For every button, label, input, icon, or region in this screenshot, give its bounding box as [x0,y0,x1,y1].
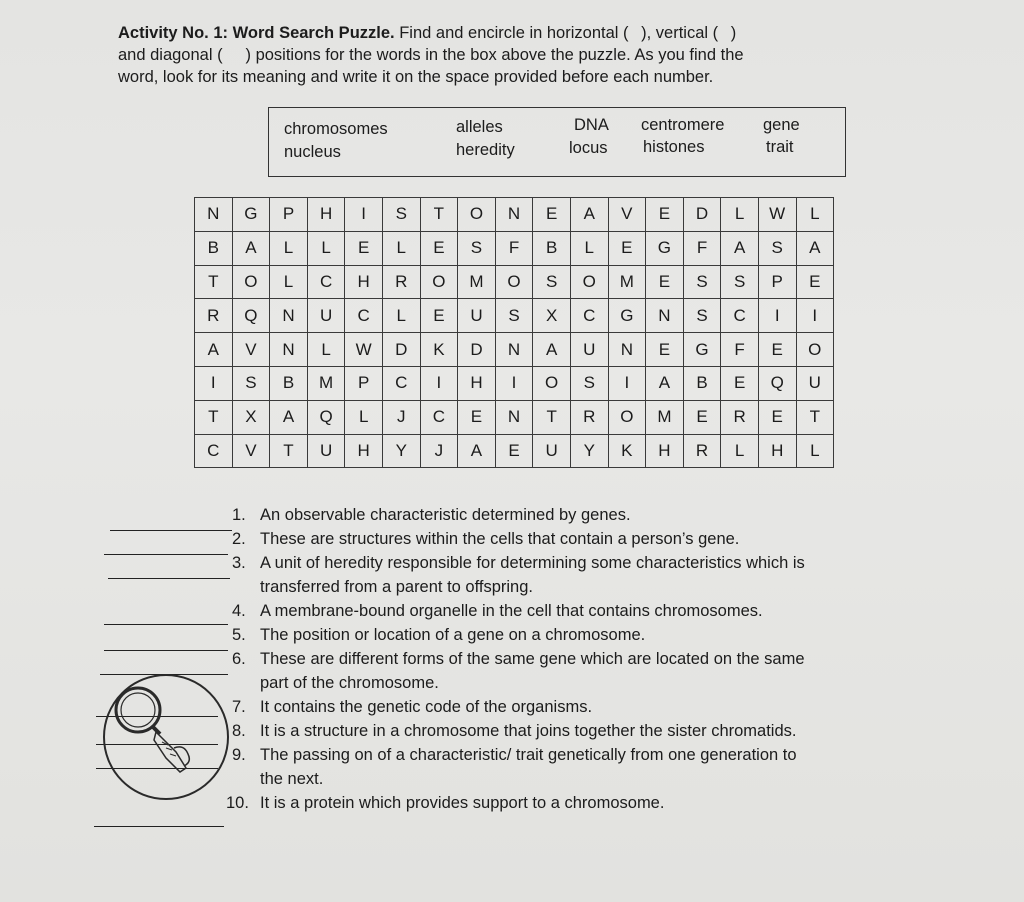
instructions-line-2: and diagonal ( ) positions for the words in the box above the puzzle. As you find the [118,46,744,64]
grid-cell[interactable]: S [458,231,496,265]
grid-cell[interactable]: I [758,299,796,333]
word-histones: histones [643,138,705,156]
grid-cell[interactable]: O [796,333,834,367]
question-text: the next. [260,770,324,788]
grid-cell[interactable]: L [796,198,834,232]
word-heredity: heredity [456,141,515,159]
grid-cell[interactable]: N [608,333,646,367]
grid-cell[interactable]: B [270,366,308,400]
question-text: The passing on of a characteristic/ trait genetically from one generation to [260,746,797,764]
grid-cell[interactable]: J [420,434,458,468]
question-number: 7. [232,698,246,716]
grid-cell[interactable]: N [270,333,308,367]
grid-cell[interactable]: H [758,434,796,468]
grid-cell[interactable]: D [458,333,496,367]
question-number: 4. [232,602,246,620]
grid-cell[interactable]: L [721,198,759,232]
question-number: 5. [232,626,246,644]
grid-cell[interactable]: K [420,333,458,367]
question-item [232,624,952,646]
grid-cell[interactable]: E [721,366,759,400]
grid-cell[interactable]: B [195,231,233,265]
grid-cell[interactable]: S [533,265,571,299]
instructions-line-3: word, look for its meaning and write it on the space provided before each number. [118,68,714,86]
grid-cell[interactable]: A [721,231,759,265]
word-trait: trait [766,138,794,156]
question-item [232,744,952,790]
grid-cell[interactable]: R [382,265,420,299]
grid-cell[interactable]: R [721,400,759,434]
answer-blank[interactable] [104,624,228,625]
grid-cell[interactable]: C [307,265,345,299]
grid-row [195,366,834,400]
question-item [232,504,952,526]
word-search-grid [194,197,834,468]
question-number: 2. [232,530,246,548]
grid-cell[interactable]: E [646,333,684,367]
question-item [232,552,952,598]
grid-cell[interactable]: C [420,400,458,434]
grid-cell[interactable]: C [382,366,420,400]
grid-cell[interactable]: S [382,198,420,232]
grid-cell[interactable]: E [420,299,458,333]
grid-cell[interactable]: I [420,366,458,400]
word-dna: DNA [574,116,609,134]
grid-cell[interactable]: I [195,366,233,400]
question-item [232,696,952,718]
word-chromosomes: chromosomes [284,120,388,138]
grid-cell[interactable]: E [495,434,533,468]
grid-cell[interactable]: S [683,299,721,333]
vertical-mark: ) [730,24,737,42]
question-text: It is a structure in a chromosome that joins together the sister chromatids. [260,722,797,740]
grid-cell[interactable]: T [420,198,458,232]
grid-cell[interactable]: G [608,299,646,333]
question-number: 6. [232,650,246,668]
grid-cell[interactable]: A [646,366,684,400]
grid-cell[interactable]: O [495,265,533,299]
grid-cell[interactable]: R [195,299,233,333]
grid-cell[interactable]: S [570,366,608,400]
grid-cell[interactable]: L [270,231,308,265]
grid-cell[interactable]: S [683,265,721,299]
grid-cell[interactable]: A [232,231,270,265]
grid-row [195,299,834,333]
grid-cell[interactable]: V [232,434,270,468]
word-box [268,107,846,177]
question-text: The position or location of a gene on a chromosome. [260,626,646,644]
word-nucleus: nucleus [284,143,341,161]
grid-cell[interactable]: E [608,231,646,265]
grid-cell[interactable]: E [533,198,571,232]
answer-blank[interactable] [108,578,230,579]
answer-blank[interactable] [104,650,228,651]
grid-cell[interactable]: J [382,400,420,434]
grid-cell[interactable]: O [608,400,646,434]
grid-cell[interactable]: O [570,265,608,299]
question-text: transferred from a parent to offspring. [260,578,533,596]
question-text: These are structures within the cells that contain a person’s gene. [260,530,740,548]
grid-cell[interactable]: T [533,400,571,434]
grid-cell[interactable]: D [683,198,721,232]
grid-cell[interactable]: S [232,366,270,400]
grid-row [195,333,834,367]
vertical-label: vertical ( [655,24,719,42]
answer-blank[interactable] [110,530,232,531]
grid-cell[interactable]: U [570,333,608,367]
grid-cell[interactable]: O [533,366,571,400]
grid-cell[interactable]: I [796,299,834,333]
grid-cell[interactable]: E [683,400,721,434]
grid-cell[interactable]: U [307,299,345,333]
word-centromere: centromere [641,116,725,134]
answer-blank[interactable] [104,554,228,555]
grid-cell[interactable]: N [495,333,533,367]
grid-cell[interactable]: K [608,434,646,468]
grid-cell[interactable]: L [570,231,608,265]
grid-cell[interactable]: O [420,265,458,299]
grid-cell[interactable]: T [270,434,308,468]
grid-cell[interactable]: S [495,299,533,333]
grid-cell[interactable]: Y [382,434,420,468]
grid-cell[interactable]: S [758,231,796,265]
grid-cell[interactable]: F [721,333,759,367]
grid-cell[interactable]: L [796,434,834,468]
grid-cell[interactable]: Y [570,434,608,468]
grid-cell[interactable]: L [721,434,759,468]
grid-cell[interactable]: L [345,400,383,434]
word-locus: locus [569,139,608,157]
grid-cell[interactable]: Q [307,400,345,434]
question-text: part of the chromosome. [260,674,439,692]
question-number: 9. [232,746,246,764]
grid-cell[interactable]: N [270,299,308,333]
activity-label: Activity No. 1: [118,24,229,42]
grid-cell[interactable]: L [307,231,345,265]
grid-cell[interactable]: L [307,333,345,367]
question-text: These are different forms of the same gene which are located on the same [260,650,805,668]
grid-cell[interactable]: A [270,400,308,434]
question-number: 1. [232,506,246,524]
grid-cell[interactable]: U [458,299,496,333]
grid-cell[interactable]: H [646,434,684,468]
grid-row [195,265,834,299]
question-item [232,648,952,694]
grid-cell[interactable]: L [270,265,308,299]
grid-cell[interactable]: H [345,434,383,468]
grid-cell[interactable]: P [270,198,308,232]
grid-cell[interactable]: H [345,265,383,299]
instructions [118,22,888,88]
grid-cell[interactable]: B [533,231,571,265]
grid-cell[interactable]: M [646,400,684,434]
grid-cell[interactable]: M [307,366,345,400]
grid-cell[interactable]: N [495,198,533,232]
grid-cell[interactable]: O [232,265,270,299]
grid-cell[interactable]: E [345,231,383,265]
question-item [232,528,952,550]
grid-row [195,231,834,265]
grid-cell[interactable]: I [495,366,533,400]
question-number: 3. [232,554,246,572]
grid-cell[interactable]: F [495,231,533,265]
grid-cell[interactable]: A [458,434,496,468]
grid-cell[interactable]: R [570,400,608,434]
grid-cell[interactable]: G [683,333,721,367]
question-text: An observable characteristic determined by genes. [260,506,631,524]
grid-cell[interactable]: W [758,198,796,232]
grid-cell[interactable]: B [683,366,721,400]
grid-cell[interactable]: Q [232,299,270,333]
grid-cell[interactable]: A [796,231,834,265]
question-text: A membrane-bound organelle in the cell that contains chromosomes. [260,602,763,620]
grid-cell[interactable]: U [307,434,345,468]
word-alleles: alleles [456,118,503,136]
grid-cell[interactable]: U [796,366,834,400]
grid-cell[interactable]: D [382,333,420,367]
grid-cell[interactable]: A [570,198,608,232]
magnifying-glass-icon [96,672,236,802]
question-number: 10. [226,794,249,812]
activity-title: Word Search Puzzle. [232,24,395,42]
grid-cell[interactable]: M [608,265,646,299]
grid-cell[interactable]: S [721,265,759,299]
question-item [226,792,946,814]
grid-cell[interactable]: N [646,299,684,333]
grid-cell[interactable]: G [646,231,684,265]
grid-cell[interactable]: H [307,198,345,232]
grid-cell[interactable]: F [683,231,721,265]
grid-cell[interactable]: P [345,366,383,400]
instructions-line-1 [118,22,888,44]
grid-cell[interactable]: G [232,198,270,232]
grid-cell[interactable]: N [195,198,233,232]
grid-cell[interactable]: T [195,265,233,299]
grid-cell[interactable]: R [683,434,721,468]
question-item [232,720,952,742]
grid-cell[interactable]: O [458,198,496,232]
grid-cell[interactable]: A [533,333,571,367]
grid-cell[interactable]: X [232,400,270,434]
grid-cell[interactable]: P [758,265,796,299]
grid-cell[interactable]: Q [758,366,796,400]
grid-cell[interactable]: E [646,265,684,299]
grid-cell[interactable]: V [232,333,270,367]
grid-cell[interactable]: W [345,333,383,367]
grid-cell[interactable]: A [195,333,233,367]
question-text: It is a protein which provides support to a chromosome. [260,794,665,812]
grid-cell[interactable]: N [495,400,533,434]
grid-cell[interactable]: E [420,231,458,265]
question-item [232,600,952,622]
grid-cell[interactable]: L [382,299,420,333]
grid-cell[interactable]: E [646,198,684,232]
grid-cell[interactable]: X [533,299,571,333]
grid-cell[interactable]: H [458,366,496,400]
question-text: It contains the genetic code of the organisms. [260,698,593,716]
grid-cell[interactable]: C [721,299,759,333]
grid-cell[interactable]: C [345,299,383,333]
grid-cell[interactable]: I [608,366,646,400]
grid-cell[interactable]: T [796,400,834,434]
grid-cell[interactable]: E [458,400,496,434]
question-text: A unit of heredity responsible for determining some characteristics which is [260,554,805,572]
grid-cell[interactable]: E [796,265,834,299]
grid-cell[interactable]: U [533,434,571,468]
instructions-text-1: Find and encircle in horizontal ( [399,24,629,42]
grid-row [195,198,834,232]
grid-cell[interactable]: L [382,231,420,265]
grid-cell[interactable]: C [570,299,608,333]
grid-cell[interactable]: V [608,198,646,232]
answer-blank[interactable] [94,826,224,827]
grid-cell[interactable]: I [345,198,383,232]
word-gene: gene [763,116,800,134]
grid-row [195,434,834,468]
grid-cell[interactable]: E [758,400,796,434]
grid-cell[interactable]: C [195,434,233,468]
grid-cell[interactable]: M [458,265,496,299]
grid-cell[interactable]: E [758,333,796,367]
horizontal-mark: ), [641,24,652,42]
question-number: 8. [232,722,246,740]
grid-cell[interactable]: T [195,400,233,434]
grid-row [195,400,834,434]
